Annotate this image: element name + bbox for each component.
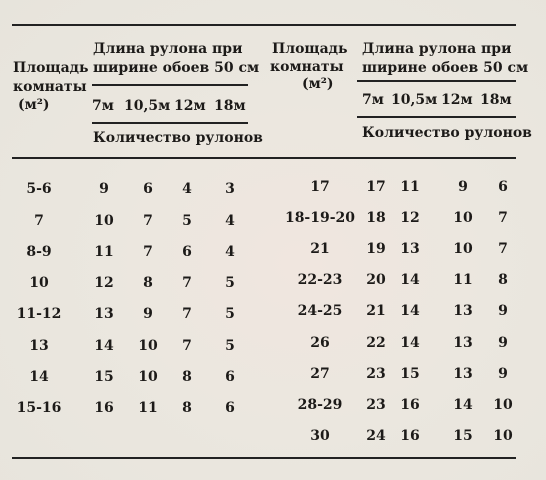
value-cell: 16 bbox=[400, 428, 420, 444]
value-cell: 4 bbox=[182, 181, 192, 197]
value-cell: 15 bbox=[453, 428, 473, 444]
value-cell: 7 bbox=[498, 241, 508, 257]
value-cell: 5 bbox=[225, 338, 235, 354]
left-length-rule bbox=[92, 84, 248, 86]
value-cell: 17 bbox=[366, 179, 386, 195]
value-cell: 7 bbox=[182, 338, 192, 354]
value-cell: 6 bbox=[182, 244, 192, 260]
left-length-label-2: ширине обоев 50 см bbox=[93, 60, 260, 76]
value-cell: 4 bbox=[225, 213, 235, 229]
value-cell: 9 bbox=[458, 179, 468, 195]
value-cell: 21 bbox=[366, 303, 386, 319]
left-area-unit: (м²) bbox=[18, 97, 50, 113]
value-cell: 11 bbox=[400, 179, 420, 195]
value-cell: 8 bbox=[498, 272, 508, 288]
value-cell: 15 bbox=[94, 369, 114, 385]
right-len-18: 18м bbox=[480, 92, 512, 108]
value-cell: 14 bbox=[400, 272, 420, 288]
value-cell: 10 bbox=[493, 428, 513, 444]
value-cell: 10 bbox=[138, 369, 158, 385]
value-cell: 10 bbox=[138, 338, 158, 354]
value-cell: 23 bbox=[366, 366, 386, 382]
value-cell: 22 bbox=[366, 335, 386, 351]
value-cell: 18 bbox=[366, 210, 386, 226]
value-cell: 23 bbox=[366, 397, 386, 413]
area-cell: 15-16 bbox=[16, 400, 62, 416]
left-len-10-5: 10,5м bbox=[124, 98, 171, 114]
value-cell: 11 bbox=[453, 272, 473, 288]
area-cell: 21 bbox=[310, 241, 330, 257]
value-cell: 15 bbox=[400, 366, 420, 382]
left-len-7: 7м bbox=[92, 98, 114, 114]
area-cell: 5-6 bbox=[26, 181, 52, 197]
value-cell: 13 bbox=[94, 306, 114, 322]
value-cell: 14 bbox=[94, 338, 114, 354]
right-length-rule bbox=[357, 80, 516, 82]
value-cell: 8 bbox=[143, 275, 153, 291]
area-cell: 14 bbox=[29, 369, 49, 385]
value-cell: 8 bbox=[182, 369, 192, 385]
value-cell: 12 bbox=[94, 275, 114, 291]
right-length-label-2: ширине обоев 50 см bbox=[362, 60, 529, 76]
value-cell: 16 bbox=[400, 397, 420, 413]
value-cell: 24 bbox=[366, 428, 386, 444]
left-count-rule bbox=[92, 122, 248, 124]
value-cell: 3 bbox=[225, 181, 235, 197]
area-cell: 11-12 bbox=[16, 306, 62, 322]
area-cell: 28-29 bbox=[297, 397, 343, 413]
value-cell: 20 bbox=[366, 272, 386, 288]
left-length-label-1: Длина рулона при bbox=[93, 41, 243, 57]
area-cell: 7 bbox=[34, 213, 44, 229]
value-cell: 7 bbox=[498, 210, 508, 226]
value-cell: 19 bbox=[366, 241, 386, 257]
value-cell: 11 bbox=[138, 400, 158, 416]
area-cell: 24-25 bbox=[297, 303, 343, 319]
area-cell: 27 bbox=[310, 366, 330, 382]
value-cell: 5 bbox=[225, 275, 235, 291]
value-cell: 10 bbox=[493, 397, 513, 413]
value-cell: 13 bbox=[453, 335, 473, 351]
area-cell: 13 bbox=[29, 338, 49, 354]
value-cell: 6 bbox=[143, 181, 153, 197]
area-cell: 10 bbox=[29, 275, 49, 291]
value-cell: 4 bbox=[225, 244, 235, 260]
left-count-label: Количество рулонов bbox=[93, 130, 263, 146]
header-bottom-rule bbox=[12, 157, 516, 159]
value-cell: 7 bbox=[143, 213, 153, 229]
area-cell: 8-9 bbox=[26, 244, 52, 260]
value-cell: 13 bbox=[453, 366, 473, 382]
value-cell: 7 bbox=[143, 244, 153, 260]
area-cell: 30 bbox=[310, 428, 330, 444]
value-cell: 9 bbox=[498, 303, 508, 319]
left-area-label-2: комнаты bbox=[13, 79, 87, 95]
right-area-label-2: комнаты bbox=[270, 59, 344, 75]
right-len-12: 12м bbox=[441, 92, 473, 108]
right-count-rule bbox=[357, 116, 516, 118]
area-cell: 17 bbox=[310, 179, 330, 195]
value-cell: 9 bbox=[143, 306, 153, 322]
right-len-7: 7м bbox=[362, 92, 384, 108]
value-cell: 5 bbox=[182, 213, 192, 229]
value-cell: 10 bbox=[94, 213, 114, 229]
value-cell: 6 bbox=[498, 179, 508, 195]
value-cell: 7 bbox=[182, 275, 192, 291]
top-rule bbox=[12, 24, 516, 26]
value-cell: 6 bbox=[225, 369, 235, 385]
left-area-label-1: Площадь bbox=[13, 60, 89, 76]
value-cell: 10 bbox=[453, 210, 473, 226]
value-cell: 10 bbox=[453, 241, 473, 257]
area-cell: 22-23 bbox=[297, 272, 343, 288]
right-area-label-1: Площадь bbox=[272, 41, 348, 57]
value-cell: 5 bbox=[225, 306, 235, 322]
value-cell: 6 bbox=[225, 400, 235, 416]
right-len-10-5: 10,5м bbox=[391, 92, 438, 108]
value-cell: 9 bbox=[498, 366, 508, 382]
right-area-unit: (м²) bbox=[302, 76, 334, 92]
value-cell: 14 bbox=[400, 303, 420, 319]
value-cell: 16 bbox=[94, 400, 114, 416]
value-cell: 9 bbox=[99, 181, 109, 197]
bottom-rule bbox=[12, 457, 516, 459]
area-cell: 18-19-20 bbox=[284, 210, 356, 226]
right-count-label: Количество рулонов bbox=[362, 125, 532, 141]
left-len-12: 12м bbox=[174, 98, 206, 114]
value-cell: 12 bbox=[400, 210, 420, 226]
value-cell: 11 bbox=[94, 244, 114, 260]
value-cell: 13 bbox=[453, 303, 473, 319]
value-cell: 13 bbox=[400, 241, 420, 257]
value-cell: 14 bbox=[453, 397, 473, 413]
value-cell: 9 bbox=[498, 335, 508, 351]
value-cell: 14 bbox=[400, 335, 420, 351]
area-cell: 26 bbox=[310, 335, 330, 351]
value-cell: 8 bbox=[182, 400, 192, 416]
right-length-label-1: Длина рулона при bbox=[362, 41, 512, 57]
left-len-18: 18м bbox=[214, 98, 246, 114]
value-cell: 7 bbox=[182, 306, 192, 322]
